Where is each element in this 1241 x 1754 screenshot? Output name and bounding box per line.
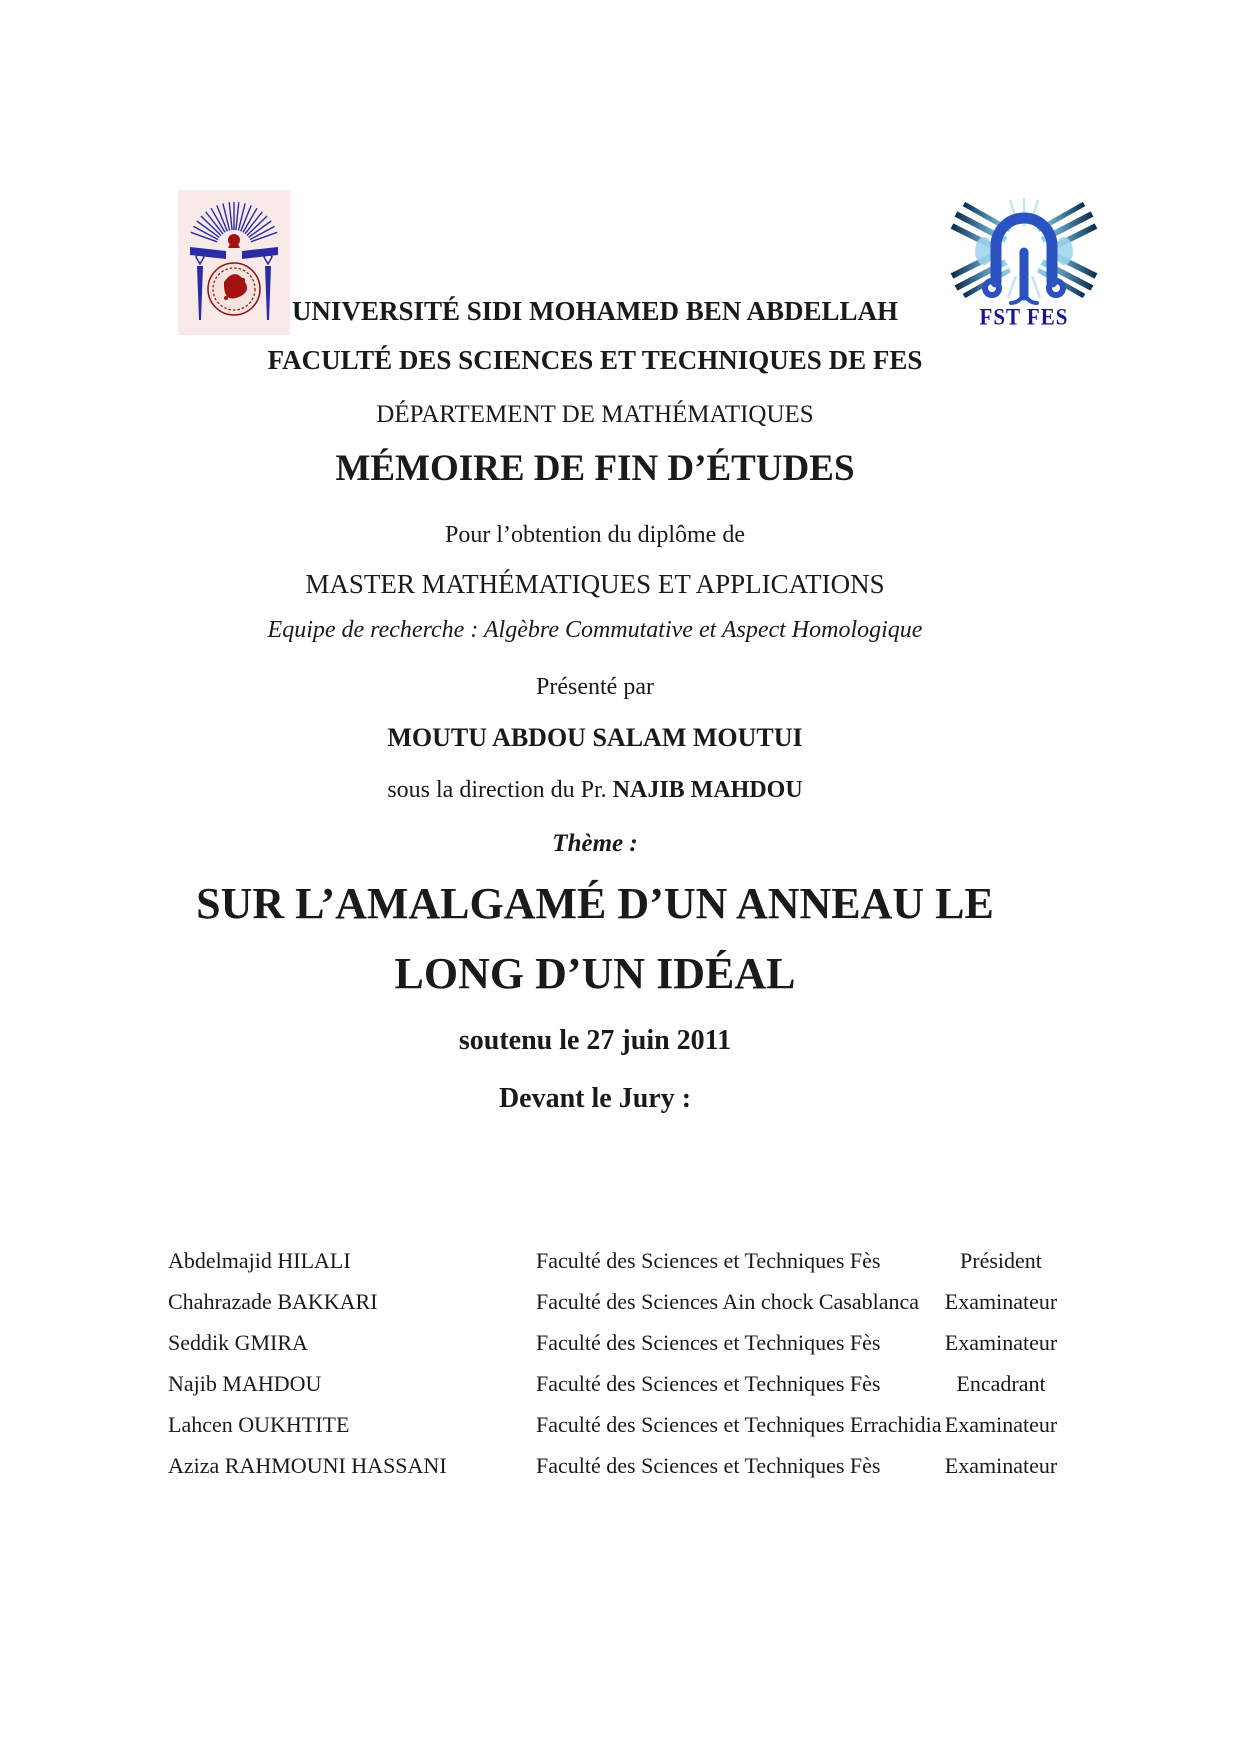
theme-label: Thème : bbox=[552, 830, 638, 857]
jury-member-institution: Faculté des Sciences et Techniques Errachidia bbox=[536, 1412, 942, 1437]
department-name: DÉPARTEMENT DE MATHÉMATIQUES bbox=[376, 401, 814, 428]
university-name: UNIVERSITÉ SIDI MOHAMED BEN ABDELLAH bbox=[291, 296, 899, 326]
jury-member-institution: Faculté des Sciences et Techniques Fès bbox=[536, 1248, 881, 1273]
presented-by-label: Présenté par bbox=[536, 674, 654, 700]
faculty-name: FACULTÉ DES SCIENCES ET TECHNIQUES DE FES bbox=[267, 345, 923, 375]
jury-member-institution: Faculté des Sciences et Techniques Fès bbox=[536, 1453, 881, 1478]
master-program: MASTER MATHÉMATIQUES ET APPLICATIONS bbox=[305, 569, 885, 599]
jury-member-role: Encadrant bbox=[956, 1371, 1046, 1396]
jury-member-role: Examinateur bbox=[944, 1330, 1058, 1355]
jury-member-name: Lahcen OUKHTITE bbox=[168, 1412, 350, 1437]
memoir-title: MÉMOIRE DE FIN D’ÉTUDES bbox=[335, 448, 855, 489]
jury-row bbox=[168, 1445, 1068, 1486]
research-team: Equipe de recherche : Algèbre Commutative et Aspect Homologique bbox=[267, 617, 923, 643]
jury-heading: Devant le Jury : bbox=[498, 1083, 692, 1114]
jury-member-name: Seddik GMIRA bbox=[168, 1330, 308, 1355]
diploma-purpose: Pour l’obtention du diplôme de bbox=[445, 522, 745, 548]
jury-member-institution: Faculté des Sciences et Techniques Fès bbox=[536, 1371, 881, 1396]
jury-member-institution: Faculté des Sciences et Techniques Fès bbox=[536, 1330, 881, 1355]
jury-member-role: Examinateur bbox=[944, 1289, 1058, 1314]
jury-row bbox=[168, 1240, 1068, 1281]
supervision-line bbox=[0, 777, 1190, 804]
jury-member-role: Examinateur bbox=[944, 1412, 1058, 1437]
jury-member-institution: Faculté des Sciences Ain chock Casablanca bbox=[536, 1289, 920, 1314]
supervisor-name: NAJIB MAHDOU bbox=[612, 777, 803, 803]
jury-member-role: Président bbox=[960, 1248, 1042, 1273]
fst-fes-logo-label: FST FES bbox=[979, 304, 1069, 330]
jury-member-name: Abdelmajid HILALI bbox=[168, 1248, 351, 1273]
jury-row bbox=[168, 1404, 1068, 1445]
fst-fes-logo-graphic bbox=[950, 196, 1098, 306]
jury-member-role: Examinateur bbox=[944, 1453, 1058, 1478]
supervision-prefix: sous la direction du Pr. bbox=[387, 777, 613, 803]
jury-row bbox=[168, 1281, 1068, 1322]
defense-date: soutenu le 27 juin 2011 bbox=[458, 1025, 732, 1056]
jury-member-name: Aziza RAHMOUNI HASSANI bbox=[168, 1453, 447, 1478]
jury-member-name: Chahrazade BAKKARI bbox=[168, 1289, 378, 1314]
thesis-title-line2: LONG D’UN IDÉAL bbox=[394, 949, 796, 998]
jury-table bbox=[168, 1240, 1068, 1486]
jury-row bbox=[168, 1363, 1068, 1404]
jury-member-name: Najib MAHDOU bbox=[168, 1371, 322, 1396]
jury-row bbox=[168, 1322, 1068, 1363]
thesis-title-line1: SUR L’AMALGAMÉ D’UN ANNEAU LE bbox=[196, 879, 994, 928]
author-name: MOUTU ABDOU SALAM MOUTUI bbox=[387, 723, 803, 752]
